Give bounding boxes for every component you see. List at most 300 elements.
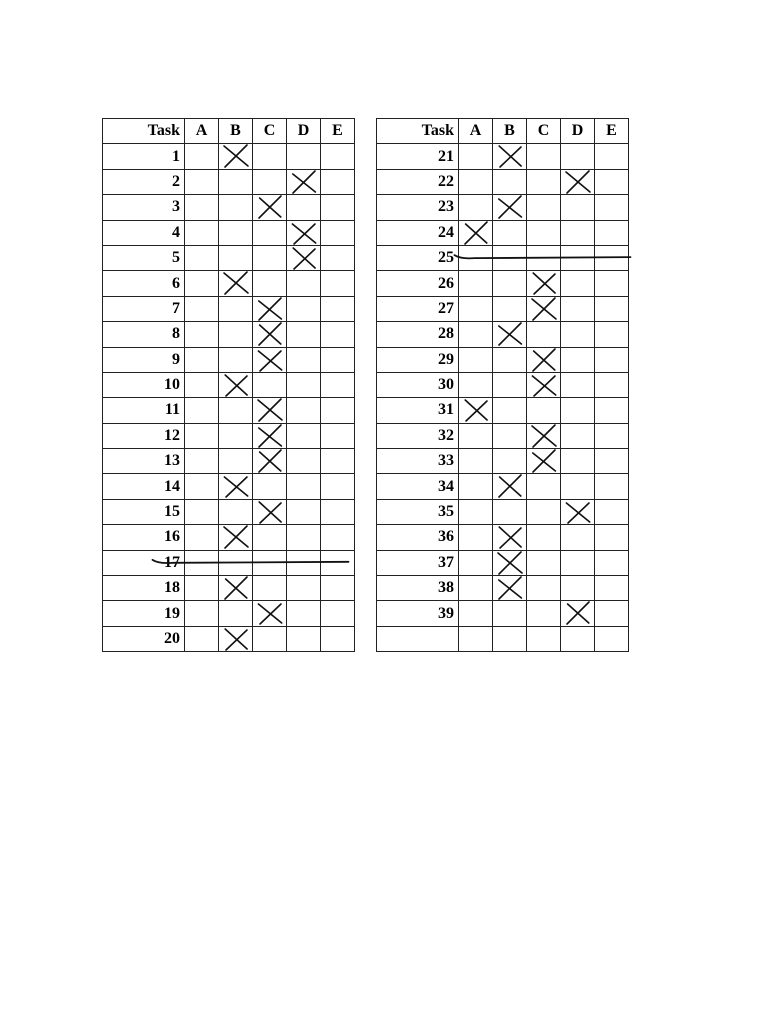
answer-cell-e[interactable] [321, 245, 355, 270]
answer-cell-c[interactable] [253, 626, 287, 651]
task-number: 32 [377, 423, 459, 448]
task-number: 39 [377, 601, 459, 626]
answer-cell-e[interactable] [321, 347, 355, 372]
x-mark-icon [496, 576, 524, 600]
answer-cell-e[interactable] [595, 322, 629, 347]
header-row [377, 119, 629, 144]
answer-cell-d[interactable] [287, 144, 321, 169]
x-mark-icon [530, 373, 558, 397]
answer-cell-a[interactable] [185, 601, 219, 626]
answer-cell-b[interactable] [219, 626, 253, 651]
answer-cell-e[interactable] [595, 144, 629, 169]
answer-cell-a[interactable] [185, 144, 219, 169]
task-number: 36 [377, 525, 459, 550]
answer-cell-b[interactable] [493, 499, 527, 524]
answer-cell-d[interactable] [561, 220, 595, 245]
answer-cell-d[interactable] [287, 576, 321, 601]
answer-cell-b[interactable] [493, 245, 527, 270]
task-row [103, 499, 355, 524]
answer-cell-a[interactable] [185, 296, 219, 321]
task-number: 26 [377, 271, 459, 296]
task-number: 12 [103, 423, 185, 448]
x-mark-icon [222, 373, 250, 397]
answer-cell-c[interactable] [527, 576, 561, 601]
x-mark-icon [290, 246, 318, 270]
answer-cell-d[interactable] [287, 245, 321, 270]
x-mark-icon [564, 500, 592, 524]
task-row [103, 449, 355, 474]
task-number: 34 [377, 474, 459, 499]
task-row [377, 601, 629, 626]
answer-cell-c[interactable] [253, 449, 287, 474]
answer-cell-a[interactable] [185, 271, 219, 296]
answer-cell-b[interactable] [219, 474, 253, 499]
answer-cell-b[interactable] [493, 601, 527, 626]
answer-cell-b[interactable] [493, 576, 527, 601]
answer-cell-e[interactable] [595, 372, 629, 397]
answer-cell-e[interactable] [595, 296, 629, 321]
answer-cell-a[interactable] [185, 398, 219, 423]
task-row [103, 423, 355, 448]
answer-cell-e[interactable] [595, 550, 629, 575]
answer-cell-a[interactable] [459, 398, 493, 423]
answer-cell-e[interactable] [595, 449, 629, 474]
task-row [103, 601, 355, 626]
answer-cell-b[interactable] [493, 525, 527, 550]
answer-cell-e[interactable] [595, 423, 629, 448]
answer-cell-a[interactable] [459, 525, 493, 550]
answer-cell-b[interactable] [493, 474, 527, 499]
x-mark-icon [496, 551, 524, 575]
answer-cell-c[interactable] [253, 220, 287, 245]
answer-cell-a[interactable] [459, 271, 493, 296]
answer-cell-a[interactable] [459, 169, 493, 194]
answer-cell-c[interactable] [253, 296, 287, 321]
answer-cell-c[interactable] [527, 449, 561, 474]
answer-cell-e[interactable] [321, 372, 355, 397]
answer-cell-b[interactable] [493, 626, 527, 651]
x-mark-icon [256, 348, 284, 372]
answer-cell-b[interactable] [219, 220, 253, 245]
x-mark-icon [256, 500, 284, 524]
answer-cell-e[interactable] [321, 423, 355, 448]
answer-cell-c[interactable] [253, 144, 287, 169]
option-header-a: A [185, 119, 219, 144]
x-mark-icon [256, 195, 284, 219]
answer-cell-d[interactable] [561, 474, 595, 499]
x-mark-icon [564, 601, 592, 625]
task-row [103, 144, 355, 169]
answer-cell-b[interactable] [493, 423, 527, 448]
answer-cell-a[interactable] [459, 449, 493, 474]
answer-cell-b[interactable] [493, 347, 527, 372]
x-mark-icon [256, 424, 284, 448]
task-number: 29 [377, 347, 459, 372]
task-number: 38 [377, 576, 459, 601]
answer-cell-c[interactable] [527, 626, 561, 651]
answer-cell-a[interactable] [459, 576, 493, 601]
answer-cell-e[interactable] [595, 626, 629, 651]
answer-cell-a[interactable] [459, 550, 493, 575]
answer-cell-e[interactable] [321, 220, 355, 245]
answer-cell-d[interactable] [287, 398, 321, 423]
x-mark-icon [256, 398, 284, 422]
answer-cell-e[interactable] [595, 271, 629, 296]
answer-cell-d[interactable] [561, 195, 595, 220]
task-number: 6 [103, 271, 185, 296]
x-mark-icon [530, 424, 558, 448]
x-mark-icon [222, 271, 250, 295]
answer-cell-e[interactable] [321, 195, 355, 220]
answer-cell-e[interactable] [595, 347, 629, 372]
answer-cell-c[interactable] [527, 296, 561, 321]
x-mark-icon [462, 221, 490, 245]
answer-cell-e[interactable] [321, 474, 355, 499]
task-row [377, 474, 629, 499]
answer-cell-a[interactable] [185, 474, 219, 499]
task-row [103, 398, 355, 423]
answer-cell-c[interactable] [253, 525, 287, 550]
answer-cell-c[interactable] [527, 195, 561, 220]
task-number: 13 [103, 449, 185, 474]
answer-cell-a[interactable] [185, 347, 219, 372]
task-header: Task [103, 119, 185, 144]
task-number: 10 [103, 372, 185, 397]
answer-cell-e[interactable] [595, 499, 629, 524]
task-row [377, 144, 629, 169]
x-mark-icon [290, 221, 318, 245]
answer-cell-a[interactable] [185, 169, 219, 194]
option-header-b: B [219, 119, 253, 144]
task-number: 19 [103, 601, 185, 626]
answer-cell-e[interactable] [321, 626, 355, 651]
answer-cell-b[interactable] [219, 322, 253, 347]
answer-cell-a[interactable] [185, 195, 219, 220]
answer-cell-d[interactable] [287, 271, 321, 296]
option-header-c: C [253, 119, 287, 144]
answer-cell-c[interactable] [253, 169, 287, 194]
answer-cell-d[interactable] [287, 169, 321, 194]
answer-cell-d[interactable] [561, 449, 595, 474]
answer-cell-e[interactable] [321, 576, 355, 601]
x-mark-icon [496, 144, 524, 168]
answer-cell-b[interactable] [219, 296, 253, 321]
answer-cell-b[interactable] [219, 195, 253, 220]
answer-cell-b[interactable] [493, 550, 527, 575]
answer-cell-b[interactable] [219, 271, 253, 296]
x-mark-icon [496, 195, 524, 219]
answer-cell-a[interactable] [185, 626, 219, 651]
answer-cell-e[interactable] [595, 398, 629, 423]
answer-cell-e[interactable] [321, 144, 355, 169]
x-mark-icon [564, 170, 592, 194]
answer-cell-b[interactable] [219, 449, 253, 474]
answer-cell-c[interactable] [527, 271, 561, 296]
answer-cell-d[interactable] [287, 550, 321, 575]
answer-cell-d[interactable] [561, 169, 595, 194]
task-number: 22 [377, 169, 459, 194]
task-row [377, 449, 629, 474]
task-row [103, 626, 355, 651]
answer-cell-d[interactable] [287, 372, 321, 397]
answer-cell-d[interactable] [287, 626, 321, 651]
answer-cell-b[interactable] [219, 398, 253, 423]
answer-cell-c[interactable] [527, 245, 561, 270]
task-row [103, 220, 355, 245]
answer-cell-c[interactable] [527, 322, 561, 347]
answer-cell-b[interactable] [493, 372, 527, 397]
task-number: 5 [103, 245, 185, 270]
answer-cell-b[interactable] [219, 347, 253, 372]
option-header-d: D [287, 119, 321, 144]
answer-cell-b[interactable] [219, 576, 253, 601]
answer-cell-c[interactable] [527, 220, 561, 245]
answer-cell-c[interactable] [253, 195, 287, 220]
task-number: 20 [103, 626, 185, 651]
answer-cell-d[interactable] [287, 296, 321, 321]
answer-cell-d[interactable] [561, 347, 595, 372]
answer-cell-c[interactable] [253, 576, 287, 601]
task-number: 35 [377, 499, 459, 524]
task-number: 8 [103, 322, 185, 347]
answer-sheet-left [102, 118, 355, 652]
answer-cell-c[interactable] [527, 347, 561, 372]
task-number: 37 [377, 550, 459, 575]
answer-cell-c[interactable] [527, 144, 561, 169]
answer-cell-d[interactable] [561, 576, 595, 601]
answer-cell-d[interactable] [287, 601, 321, 626]
task-row [377, 169, 629, 194]
answer-cell-a[interactable] [459, 423, 493, 448]
task-number: 17 [103, 550, 185, 575]
answer-cell-a[interactable] [459, 245, 493, 270]
answer-cell-e[interactable] [321, 449, 355, 474]
answer-cell-d[interactable] [561, 423, 595, 448]
answer-cell-c[interactable] [527, 474, 561, 499]
answer-cell-d[interactable] [561, 626, 595, 651]
task-number: 4 [103, 220, 185, 245]
answer-cell-d[interactable] [287, 423, 321, 448]
task-row [377, 550, 629, 575]
option-header-a: A [459, 119, 493, 144]
answer-cell-b[interactable] [493, 449, 527, 474]
answer-cell-b[interactable] [493, 398, 527, 423]
answer-cell-e[interactable] [321, 296, 355, 321]
answer-cell-c[interactable] [253, 474, 287, 499]
answer-cell-a[interactable] [185, 322, 219, 347]
answer-cell-c[interactable] [253, 322, 287, 347]
answer-cell-d[interactable] [287, 322, 321, 347]
answer-cell-b[interactable] [219, 525, 253, 550]
answer-cell-c[interactable] [527, 372, 561, 397]
answer-cell-e[interactable] [595, 474, 629, 499]
answer-cell-d[interactable] [287, 195, 321, 220]
answer-cell-e[interactable] [321, 601, 355, 626]
task-row [103, 296, 355, 321]
answer-cell-d[interactable] [561, 322, 595, 347]
answer-cell-d[interactable] [287, 474, 321, 499]
answer-cell-c[interactable] [253, 423, 287, 448]
x-mark-icon [256, 322, 284, 346]
answer-cell-d[interactable] [561, 372, 595, 397]
task-row [103, 322, 355, 347]
answer-cell-c[interactable] [253, 499, 287, 524]
task-number: 16 [103, 525, 185, 550]
answer-cell-e[interactable] [595, 576, 629, 601]
answer-cell-a[interactable] [459, 296, 493, 321]
x-mark-icon [530, 348, 558, 372]
answer-cell-b[interactable] [493, 144, 527, 169]
task-number: 15 [103, 499, 185, 524]
task-number: 3 [103, 195, 185, 220]
answer-cell-c[interactable] [253, 245, 287, 270]
answer-cell-e[interactable] [321, 398, 355, 423]
answer-cell-b[interactable] [219, 169, 253, 194]
answer-cell-a[interactable] [459, 347, 493, 372]
answer-cell-d[interactable] [561, 398, 595, 423]
answer-cell-d[interactable] [561, 144, 595, 169]
answer-cell-c[interactable] [253, 347, 287, 372]
answer-cell-b[interactable] [219, 144, 253, 169]
answer-cell-c[interactable] [527, 169, 561, 194]
answer-cell-c[interactable] [527, 601, 561, 626]
answer-cell-c[interactable] [527, 423, 561, 448]
answer-cell-d[interactable] [287, 220, 321, 245]
task-row [377, 220, 629, 245]
task-row [377, 195, 629, 220]
answer-cell-b[interactable] [493, 296, 527, 321]
answer-cell-b[interactable] [493, 271, 527, 296]
answer-cell-a[interactable] [185, 220, 219, 245]
task-row [103, 474, 355, 499]
answer-cell-e[interactable] [595, 245, 629, 270]
task-number: 14 [103, 474, 185, 499]
answer-cell-a[interactable] [185, 423, 219, 448]
answer-cell-a[interactable] [185, 372, 219, 397]
task-row [377, 499, 629, 524]
x-mark-icon [222, 627, 250, 651]
answer-cell-e[interactable] [321, 169, 355, 194]
x-mark-icon [496, 525, 524, 549]
answer-cell-b[interactable] [219, 245, 253, 270]
answer-cell-e[interactable] [595, 601, 629, 626]
answer-cell-e[interactable] [595, 169, 629, 194]
answer-cell-d[interactable] [287, 347, 321, 372]
answer-cell-e[interactable] [595, 195, 629, 220]
answer-cell-d[interactable] [561, 601, 595, 626]
answer-cell-d[interactable] [561, 550, 595, 575]
answer-cell-c[interactable] [527, 398, 561, 423]
answer-cell-c[interactable] [253, 601, 287, 626]
answer-cell-c[interactable] [527, 499, 561, 524]
answer-cell-d[interactable] [287, 499, 321, 524]
answer-cell-c[interactable] [527, 550, 561, 575]
answer-cell-b[interactable] [219, 372, 253, 397]
answer-cell-a[interactable] [185, 499, 219, 524]
task-row [377, 322, 629, 347]
task-row [377, 372, 629, 397]
task-number: 1 [103, 144, 185, 169]
answer-cell-a[interactable] [459, 626, 493, 651]
task-row [377, 296, 629, 321]
answer-cell-b[interactable] [493, 220, 527, 245]
answer-cell-e[interactable] [321, 271, 355, 296]
task-row [377, 271, 629, 296]
x-mark-icon [256, 297, 284, 321]
answer-cell-c[interactable] [253, 271, 287, 296]
answer-cell-a[interactable] [185, 550, 219, 575]
answer-cell-b[interactable] [219, 499, 253, 524]
answer-cell-e[interactable] [321, 550, 355, 575]
answer-cell-e[interactable] [321, 322, 355, 347]
answer-cell-a[interactable] [459, 144, 493, 169]
task-number: 28 [377, 322, 459, 347]
answer-cell-d[interactable] [561, 245, 595, 270]
task-row [103, 169, 355, 194]
answer-cell-d[interactable] [561, 296, 595, 321]
task-number: 25 [377, 245, 459, 270]
answer-cell-b[interactable] [219, 550, 253, 575]
answer-cell-d[interactable] [561, 525, 595, 550]
answer-cell-a[interactable] [459, 220, 493, 245]
answer-cell-c[interactable] [253, 398, 287, 423]
answer-cell-d[interactable] [287, 449, 321, 474]
option-header-c: C [527, 119, 561, 144]
answer-cell-a[interactable] [459, 322, 493, 347]
answer-cell-e[interactable] [321, 525, 355, 550]
task-number: 18 [103, 576, 185, 601]
answer-cell-c[interactable] [253, 550, 287, 575]
answer-cell-a[interactable] [185, 525, 219, 550]
answer-cell-b[interactable] [219, 601, 253, 626]
answer-cell-e[interactable] [595, 525, 629, 550]
answer-cell-a[interactable] [459, 499, 493, 524]
answer-cell-d[interactable] [287, 525, 321, 550]
task-number: 24 [377, 220, 459, 245]
x-mark-icon [496, 322, 524, 346]
task-row [377, 245, 629, 270]
task-number: 21 [377, 144, 459, 169]
answer-cell-e[interactable] [595, 220, 629, 245]
answer-cell-a[interactable] [459, 372, 493, 397]
answer-cell-a[interactable] [459, 474, 493, 499]
task-number [377, 626, 459, 651]
answer-cell-b[interactable] [493, 169, 527, 194]
answer-cell-a[interactable] [459, 195, 493, 220]
task-row [377, 576, 629, 601]
task-row [103, 576, 355, 601]
answer-cell-b[interactable] [493, 322, 527, 347]
answer-cell-e[interactable] [321, 499, 355, 524]
answer-cell-c[interactable] [253, 372, 287, 397]
answer-cell-c[interactable] [527, 525, 561, 550]
x-mark-icon [530, 271, 558, 295]
answer-cell-b[interactable] [219, 423, 253, 448]
task-number: 9 [103, 347, 185, 372]
option-header-b: B [493, 119, 527, 144]
answer-sheet-right [376, 118, 629, 652]
answer-cell-a[interactable] [459, 601, 493, 626]
x-mark-icon [462, 398, 490, 422]
answer-cell-d[interactable] [561, 499, 595, 524]
answer-cell-d[interactable] [561, 271, 595, 296]
task-number: 7 [103, 296, 185, 321]
answer-cell-a[interactable] [185, 245, 219, 270]
answer-cell-a[interactable] [185, 576, 219, 601]
answer-cell-a[interactable] [185, 449, 219, 474]
x-mark-icon [530, 297, 558, 321]
answer-cell-b[interactable] [493, 195, 527, 220]
